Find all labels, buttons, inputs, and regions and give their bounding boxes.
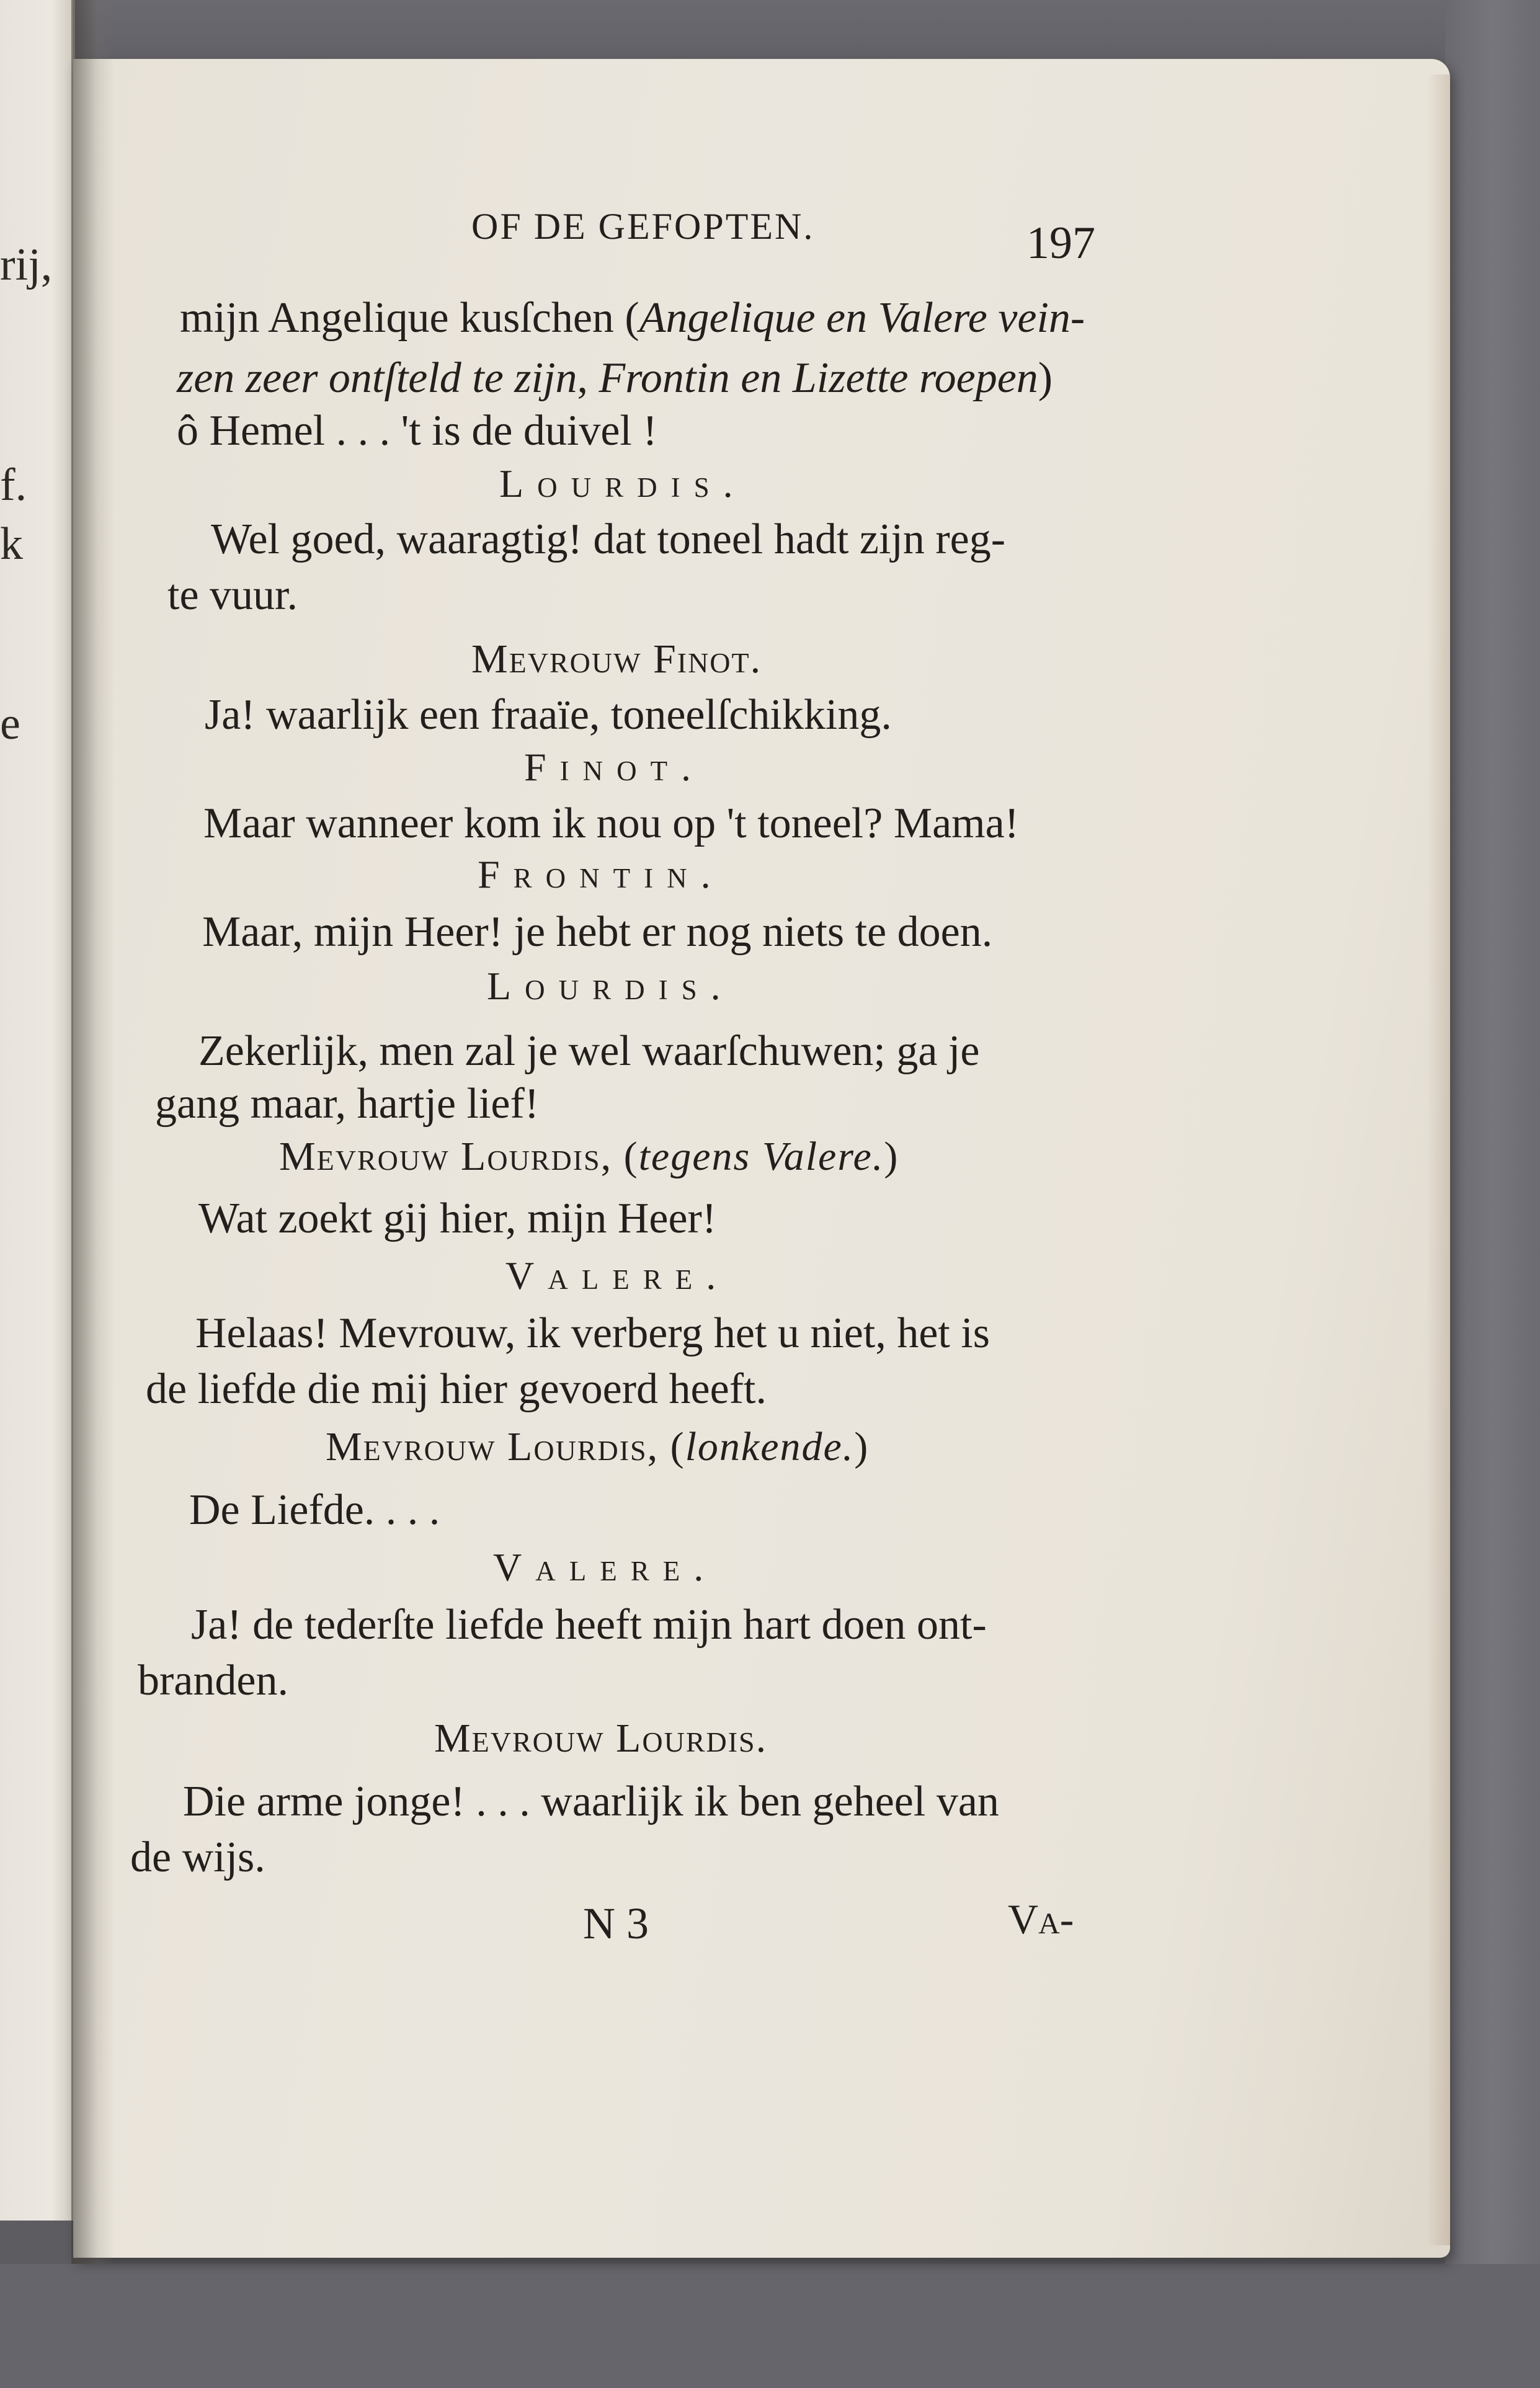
text-line: te vuur. (167, 571, 298, 619)
text-line (177, 354, 1053, 402)
text-line: Wat zoekt gij hier, mijn Heer! (198, 1195, 717, 1242)
text-line: Ja! waarlijk een fraaïe, toneelſchikking. (205, 691, 892, 739)
text-line: branden. (138, 1657, 288, 1704)
speaker-name: Lourdis. (499, 461, 747, 506)
facing-page-fragment: e (0, 698, 20, 749)
running-title: OF DE GEFOPTEN. (471, 206, 815, 247)
text-line: Wel goed, waaragtig! dat toneel hadt zijn reg- (211, 515, 1006, 563)
text-line: De Liefde. . . . (189, 1486, 440, 1534)
speaker-name: Valere. (493, 1545, 718, 1589)
speaker-label: ) (884, 1134, 899, 1179)
text-line: Ja! de tederſte liefde heeft mijn hart doen ont- (191, 1601, 987, 1649)
text-line: Helaas! Mevrouw, ik verberg het u niet, het is (195, 1309, 990, 1357)
facing-page-fragment: f. (0, 460, 27, 510)
text-line: Zekerlijk, men zal je wel waarſchuwen; ga je (198, 1027, 980, 1075)
catchword: Va- (1008, 1896, 1074, 1943)
facing-page-fragment: rij, (0, 239, 53, 290)
speaker-name (326, 1424, 870, 1469)
speaker-name: Valere. (505, 1254, 730, 1298)
speaker-name: Lourdis. (487, 964, 734, 1008)
text-line: de wijs. (130, 1833, 265, 1881)
text-line: ô Hemel . . . 't is de duivel ! (177, 407, 657, 455)
page-number: 197 (1026, 218, 1095, 269)
speaker-label: ) (854, 1424, 870, 1469)
stage-direction: tegens Valere. (638, 1134, 884, 1179)
text-span: mijn Angelique kusſchen ( (180, 294, 639, 342)
text-span: ) (1038, 354, 1053, 402)
speaker-name: Frontin. (478, 852, 724, 896)
signature-mark: N 3 (583, 1899, 649, 1948)
speaker-name: Finot. (524, 745, 705, 789)
speaker-label: Mevrouw Lourdis, ( (279, 1134, 639, 1179)
speaker-name: Mevrouw Finot. (471, 636, 762, 682)
stage-direction: zen zeer ontſteld te zijn (177, 354, 577, 402)
text-line: Maar wanneer kom ik nou op 't toneel? Mama! (203, 800, 1019, 847)
speaker-label: Mevrouw Lourdis, ( (326, 1424, 685, 1469)
speaker-name: Mevrouw Lourdis. (434, 1716, 768, 1761)
text-line: Maar, mijn Heer! je hebt er nog niets te doen. (202, 908, 993, 956)
stage-direction: lonkende. (685, 1424, 855, 1469)
text-line: de liefde die mij hier gevoerd heeft. (146, 1365, 767, 1413)
facing-page-fragment: k (0, 519, 23, 569)
text-line: gang maar, hartje lief! (155, 1080, 540, 1128)
stage-direction: Angelique en Valere vein- (639, 294, 1085, 342)
text-span: , (577, 354, 599, 402)
stage-direction: Frontin en Lizette roepen (599, 354, 1038, 402)
text-line: Die arme jonge! . . . waarlijk ik ben geheel van (183, 1778, 999, 1825)
speaker-name (279, 1136, 899, 1177)
text-line (180, 296, 1085, 340)
